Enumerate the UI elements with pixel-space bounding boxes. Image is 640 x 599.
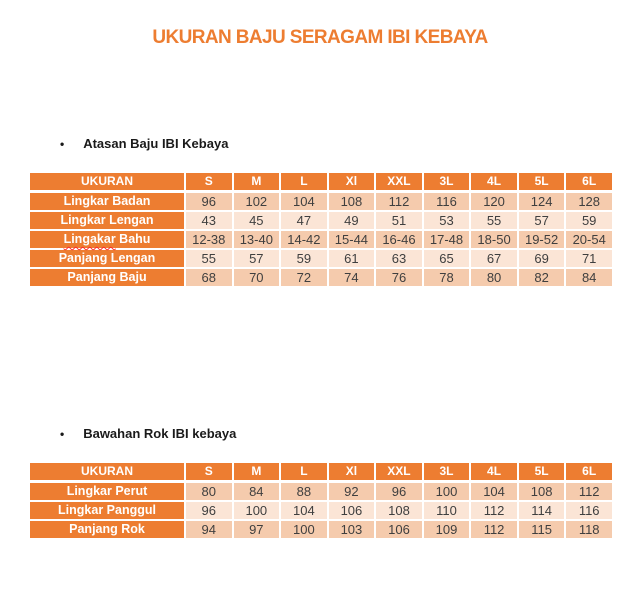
table-row: [29, 481, 613, 501]
misspelled-word: Lingakar: [63, 232, 116, 246]
row-label: Panjang Rok: [29, 520, 185, 539]
size-value-cell: 18-50: [470, 230, 518, 249]
section-heading-text: Atasan Baju IBI Kebaya: [83, 136, 229, 151]
size-label-column-header: UKURAN: [29, 172, 185, 191]
size-column-header: XXL: [375, 462, 423, 481]
size-value-cell: 109: [423, 520, 471, 539]
size-value-cell: 72: [280, 268, 328, 287]
size-column-header: 3L: [423, 462, 471, 481]
size-column-header: L: [280, 462, 328, 481]
size-value-cell: 82: [518, 268, 566, 287]
size-value-cell: 59: [280, 249, 328, 268]
table-row: [29, 501, 613, 520]
size-column-header: 5L: [518, 172, 566, 191]
table-row: [29, 268, 613, 287]
size-value-cell: 47: [280, 211, 328, 230]
row-label: Lingkar Lengan: [29, 211, 185, 230]
size-value-cell: 104: [280, 191, 328, 211]
size-value-cell: 76: [375, 268, 423, 287]
size-value-cell: 16-46: [375, 230, 423, 249]
size-value-cell: 116: [565, 501, 613, 520]
size-value-cell: 88: [280, 481, 328, 501]
size-column-header: L: [280, 172, 328, 191]
size-value-cell: 106: [328, 501, 376, 520]
size-value-cell: 80: [470, 268, 518, 287]
size-value-cell: 103: [328, 520, 376, 539]
size-column-header: Xl: [328, 462, 376, 481]
size-table-bawahan: [28, 461, 614, 540]
size-column-header: 3L: [423, 172, 471, 191]
size-value-cell: 106: [375, 520, 423, 539]
size-value-cell: 108: [375, 501, 423, 520]
size-value-cell: 53: [423, 211, 471, 230]
size-value-cell: 104: [280, 501, 328, 520]
row-label: Panjang Lengan: [29, 249, 185, 268]
size-value-cell: 96: [185, 191, 233, 211]
size-column-header: M: [233, 172, 281, 191]
size-value-cell: 92: [328, 481, 376, 501]
section-heading-text: Bawahan Rok IBI kebaya: [83, 426, 237, 441]
size-value-cell: 57: [233, 249, 281, 268]
size-column-header: XXL: [375, 172, 423, 191]
table-header-row: [29, 462, 613, 481]
size-value-cell: 14-42: [280, 230, 328, 249]
size-value-cell: 115: [518, 520, 566, 539]
size-value-cell: 102: [233, 191, 281, 211]
size-value-cell: 20-54: [565, 230, 613, 249]
table-header-row: [29, 172, 613, 191]
page-title: UKURAN BAJU SERAGAM IBI KEBAYA: [152, 27, 488, 48]
size-value-cell: 94: [185, 520, 233, 539]
size-value-cell: 112: [470, 520, 518, 539]
size-value-cell: 120: [470, 191, 518, 211]
size-value-cell: 70: [233, 268, 281, 287]
table-row: [29, 249, 613, 268]
size-value-cell: 15-44: [328, 230, 376, 249]
row-label: Lingkar Panggul: [29, 501, 185, 520]
section-heading-bawahan: [60, 426, 236, 441]
size-value-cell: 74: [328, 268, 376, 287]
row-label: Panjang Baju: [29, 268, 185, 287]
size-value-cell: 110: [423, 501, 471, 520]
size-value-cell: 71: [565, 249, 613, 268]
size-value-cell: 45: [233, 211, 281, 230]
size-value-cell: 49: [328, 211, 376, 230]
size-value-cell: 55: [470, 211, 518, 230]
size-value-cell: 69: [518, 249, 566, 268]
size-column-header: 5L: [518, 462, 566, 481]
size-column-header: 6L: [565, 172, 613, 191]
size-value-cell: 17-48: [423, 230, 471, 249]
size-value-cell: 57: [518, 211, 566, 230]
size-value-cell: 97: [233, 520, 281, 539]
size-value-cell: 118: [565, 520, 613, 539]
size-value-cell: 108: [518, 481, 566, 501]
size-label-column-header: UKURAN: [29, 462, 185, 481]
size-column-header: M: [233, 462, 281, 481]
size-table-atasan: [28, 171, 614, 288]
size-value-cell: 65: [423, 249, 471, 268]
size-value-cell: 63: [375, 249, 423, 268]
size-column-header: S: [185, 462, 233, 481]
row-label: [29, 230, 185, 249]
size-value-cell: 124: [518, 191, 566, 211]
row-label-text: Bahu: [115, 232, 151, 246]
table-row: [29, 211, 613, 230]
size-value-cell: 96: [375, 481, 423, 501]
size-value-cell: 67: [470, 249, 518, 268]
size-value-cell: 112: [565, 481, 613, 501]
size-value-cell: 100: [423, 481, 471, 501]
size-value-cell: 112: [375, 191, 423, 211]
size-value-cell: 68: [185, 268, 233, 287]
size-value-cell: 114: [518, 501, 566, 520]
bullet-icon: •: [60, 426, 65, 441]
size-value-cell: 128: [565, 191, 613, 211]
size-value-cell: 59: [565, 211, 613, 230]
row-label: Lingkar Perut: [29, 481, 185, 501]
size-value-cell: 51: [375, 211, 423, 230]
size-value-cell: 61: [328, 249, 376, 268]
size-value-cell: 100: [280, 520, 328, 539]
size-value-cell: 96: [185, 501, 233, 520]
section-heading-atasan: [60, 136, 228, 151]
table-row: [29, 520, 613, 539]
size-value-cell: 100: [233, 501, 281, 520]
size-column-header: 6L: [565, 462, 613, 481]
size-value-cell: 12-38: [185, 230, 233, 249]
table-row: [29, 230, 613, 249]
size-value-cell: 43: [185, 211, 233, 230]
size-value-cell: 108: [328, 191, 376, 211]
size-column-header: Xl: [328, 172, 376, 191]
size-value-cell: 84: [233, 481, 281, 501]
size-value-cell: 116: [423, 191, 471, 211]
size-value-cell: 80: [185, 481, 233, 501]
row-label: Lingkar Badan: [29, 191, 185, 211]
size-value-cell: 104: [470, 481, 518, 501]
size-column-header: 4L: [470, 172, 518, 191]
size-value-cell: 55: [185, 249, 233, 268]
size-value-cell: 19-52: [518, 230, 566, 249]
size-column-header: S: [185, 172, 233, 191]
size-column-header: 4L: [470, 462, 518, 481]
size-value-cell: 112: [470, 501, 518, 520]
table-row: [29, 191, 613, 211]
bullet-icon: •: [60, 136, 65, 151]
size-value-cell: 78: [423, 268, 471, 287]
size-value-cell: 84: [565, 268, 613, 287]
size-value-cell: 13-40: [233, 230, 281, 249]
